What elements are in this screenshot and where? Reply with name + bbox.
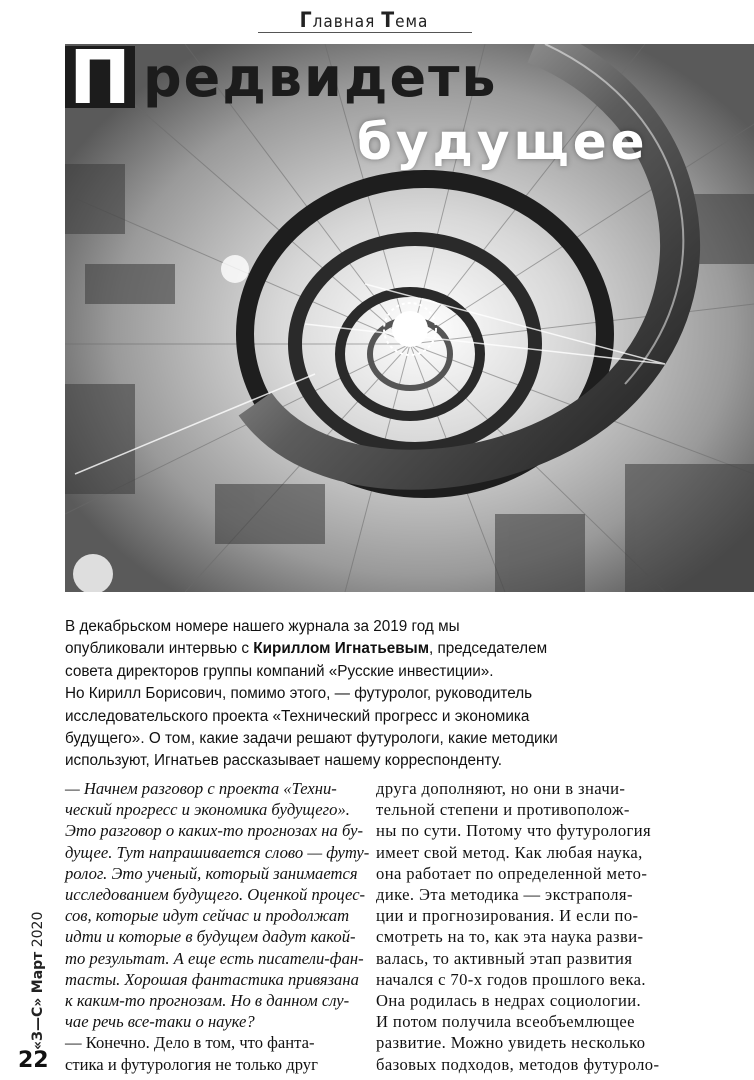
answer-line: стика и футурология не только друг — [65, 1054, 318, 1074]
answer-line: друга дополняют, но они в значи- — [376, 779, 626, 798]
lead-line: будущего». О том, какие задачи решают футурологи, какие методики — [65, 730, 558, 748]
page-number: 22 — [18, 1048, 49, 1073]
answer-line: она работает по определенной мето- — [376, 863, 648, 883]
answer-line: смотреть на то, как эта наука разви- — [376, 927, 644, 947]
folio-year: 2020 — [30, 911, 46, 948]
section-label-initial-2: Т — [381, 8, 396, 32]
question-line: тасты. Хорошая фантастика привязана — [65, 969, 359, 989]
answer-line: И потом получила всеобъемлющее — [376, 1012, 635, 1032]
lead-person-name: Кириллом Игнатьевым — [253, 640, 430, 658]
section-rule — [258, 32, 472, 33]
question-line: сов, которые идут сейчас и продолжат — [65, 906, 350, 926]
section-label — [278, 8, 450, 32]
lead-paragraph — [65, 616, 725, 773]
body-column-2 — [376, 778, 676, 1075]
answer-line: базовых подходов, методов футуроло- — [376, 1054, 660, 1074]
question-line: к каким-то прогнозам. Но в данном слу- — [65, 991, 350, 1011]
title-line-1: редвидеть — [143, 46, 498, 109]
question-line: — Начнем разговор с проекта «Техни- — [65, 779, 337, 798]
article-title — [65, 35, 754, 196]
folio — [30, 912, 46, 1050]
lead-line-part: опубликовали интервью с — [65, 640, 254, 658]
question-line: ческий прогресс и экономика будущего». — [65, 800, 350, 820]
question-line: чае речь все-таки о науке? — [65, 1012, 255, 1032]
answer-line: имеет свой метод. Как любая наука, — [376, 842, 643, 862]
body-column-1 — [65, 778, 370, 1075]
answer-line: начался с 70-х годов прошлого века. — [376, 969, 646, 989]
lead-line: исследовательского проекта «Технический прогресс и экономика — [65, 707, 530, 725]
question-line: исследованием будущего. Оценкой процес- — [65, 885, 366, 905]
lead-line-part: , председателем — [429, 640, 548, 658]
folio-month: Март — [30, 951, 46, 994]
lead-line: В декабрьском номере нашего журнала за 2019 год мы — [65, 618, 460, 635]
question-line: ролог. Это ученый, который занимается — [65, 863, 358, 883]
answer-line: дике. Эта методика — экстраполя- — [376, 885, 633, 905]
section-label-part-1: лавная — [312, 12, 382, 32]
answer-line: — Конечно. Дело в том, что фанта- — [65, 1033, 315, 1053]
answer-line: ны по сути. Потому что футурология — [376, 821, 652, 841]
title-initial: П — [65, 46, 135, 108]
section-label-initial-1: Г — [299, 8, 313, 32]
question-line: то результат. А еще есть писатели-фан- — [65, 948, 364, 968]
section-label-part-2: ема — [395, 12, 429, 32]
answer-line: валась, то активный этап развития — [376, 948, 633, 968]
lead-line: совета директоров группы компаний «Русские инвестиции». — [65, 662, 494, 680]
lead-line: Но Кирилл Борисович, помимо этого, — футуролог, руководитель — [65, 685, 533, 703]
lead-line — [65, 638, 725, 660]
question-line: дущее. Тут напрашивается слово — футу- — [65, 842, 370, 862]
folio-magazine: «З—С» — [30, 997, 46, 1050]
question-line: идти и которые в будущем дадут какой- — [65, 927, 356, 947]
answer-line: развитие. Можно увидеть несколько — [376, 1033, 646, 1053]
question-line: Это разговор о каких-то прогнозах на бу- — [65, 821, 363, 841]
answer-line: ции и прогнозирования. И если по- — [376, 906, 639, 926]
title-line-2: будущее — [357, 113, 649, 171]
lead-line: используют, Игнатьев рассказывает нашему корреспонденту. — [65, 752, 502, 770]
answer-line: тельной степени и противополож- — [376, 800, 630, 820]
answer-line: Она родилась в недрах социологии. — [376, 991, 642, 1011]
